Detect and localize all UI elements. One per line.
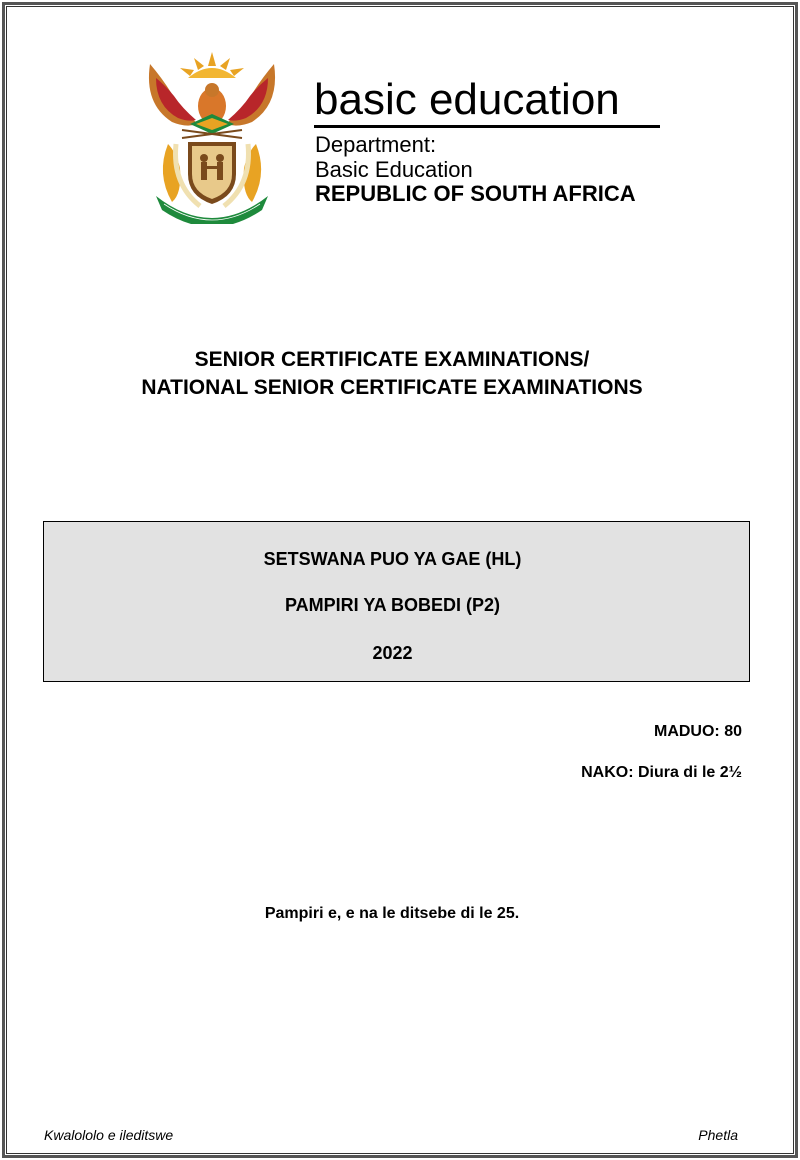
brand-title: basic education [314, 75, 620, 124]
subject-name: SETSWANA PUO YA GAE (HL) [263, 549, 522, 569]
brand-divider [314, 125, 660, 128]
exam-year: 2022 [372, 643, 413, 663]
page-count-note: Pampiri e, e na le ditsebe di le 25. [264, 905, 520, 922]
subject-box [43, 521, 750, 682]
department-label: Department: [315, 132, 437, 157]
turn-over-note: Phetla [698, 1127, 738, 1143]
coat-of-arms-icon [142, 44, 282, 224]
paper-number: PAMPIRI YA BOBEDI (P2) [284, 595, 501, 615]
exam-title-line-2: NATIONAL SENIOR CERTIFICATE EXAMINATIONS [141, 376, 643, 399]
exam-duration: NAKO: Diura di le 2½ [581, 764, 742, 781]
copyright-notice: Kwalololo e ileditswe [44, 1127, 174, 1143]
department-name: Basic Education [315, 157, 473, 182]
country-name: REPUBLIC OF SOUTH AFRICA [315, 181, 636, 206]
exam-title-line-1: SENIOR CERTIFICATE EXAMINATIONS/ [194, 348, 590, 371]
total-marks: MADUO: 80 [653, 723, 742, 740]
